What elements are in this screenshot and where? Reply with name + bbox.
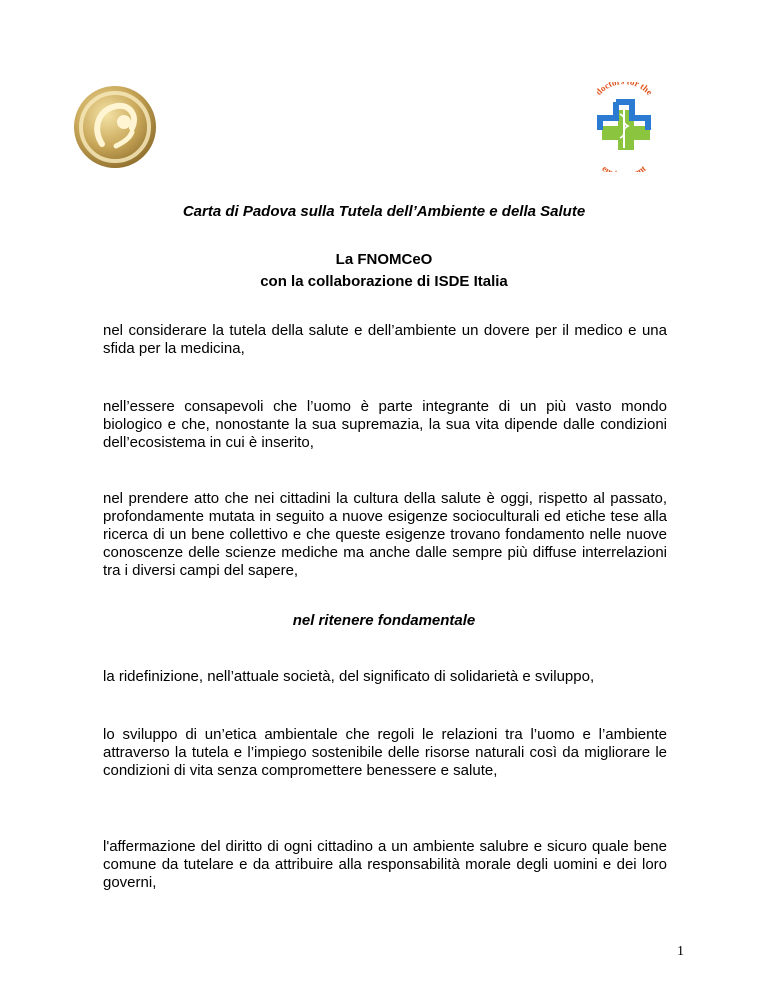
paragraph-1: nel considerare la tutela della salute e dell’ambiente un dovere per il medico e una sfida per la medicina, [103,322,667,357]
paragraph-5: lo sviluppo di un’etica ambientale che regoli le relazioni tra l’uomo e l’ambiente attraverso la tutela e l’impiego sostenibile delle risorse naturali così da migliorare le condizioni di vita senza compromettere benessere e salute, [103,726,667,779]
org-line-1: La FNOMCeO [335,251,433,268]
paragraph-3: nel prendere atto che nei cittadini la cultura della salute è oggi, rispetto al passato, profondamente mutata in seguito a nuove esigenze socioculturali ed etiche tese alla ricerca di un bene collettivo e che queste esigenze trovano fondamento nelle nuove conoscenze delle scienze mediche ma anche dalle sempre più diffuse interrelazioni tra i diversi campi del sapere, [103,490,667,579]
page-number: 1 [677,944,684,959]
svg-text:environment [600,163,647,172]
paragraph-6: l'affermazione del diritto di ogni cittadino a un ambiente salubre e sicuro quale bene comune da tutelare e da attribuire alla responsabilità morale degli uomini e dei loro governi, [103,838,667,891]
logo-text-top: docto or the [593,82,655,97]
document-title: Carta di Padova sulla Tutela dell’Ambiente e della Salute [182,203,586,220]
fnomceo-logo-icon [72,84,158,170]
doctors-for-the-environment-logo-icon [580,82,668,172]
svg-text:doctors for the [593,82,654,97]
logo-text-bottom: en nt [600,163,648,172]
paragraph-2: nell’essere consapevoli che l’uomo è parte integrante di un più vasto mondo biologico e che, nonostante la sua supremazia, la sua vita dipende dalle condizioni dell’ecosistema in cui è inserito, [103,398,667,451]
org-line-2: con la collaborazione di ISDE Italia [260,273,508,290]
subheading: nel ritenere fondamentale [292,612,476,629]
paragraph-4: la ridefinizione, nell’attuale società, del significato di solidarietà e sviluppo, [103,668,595,685]
